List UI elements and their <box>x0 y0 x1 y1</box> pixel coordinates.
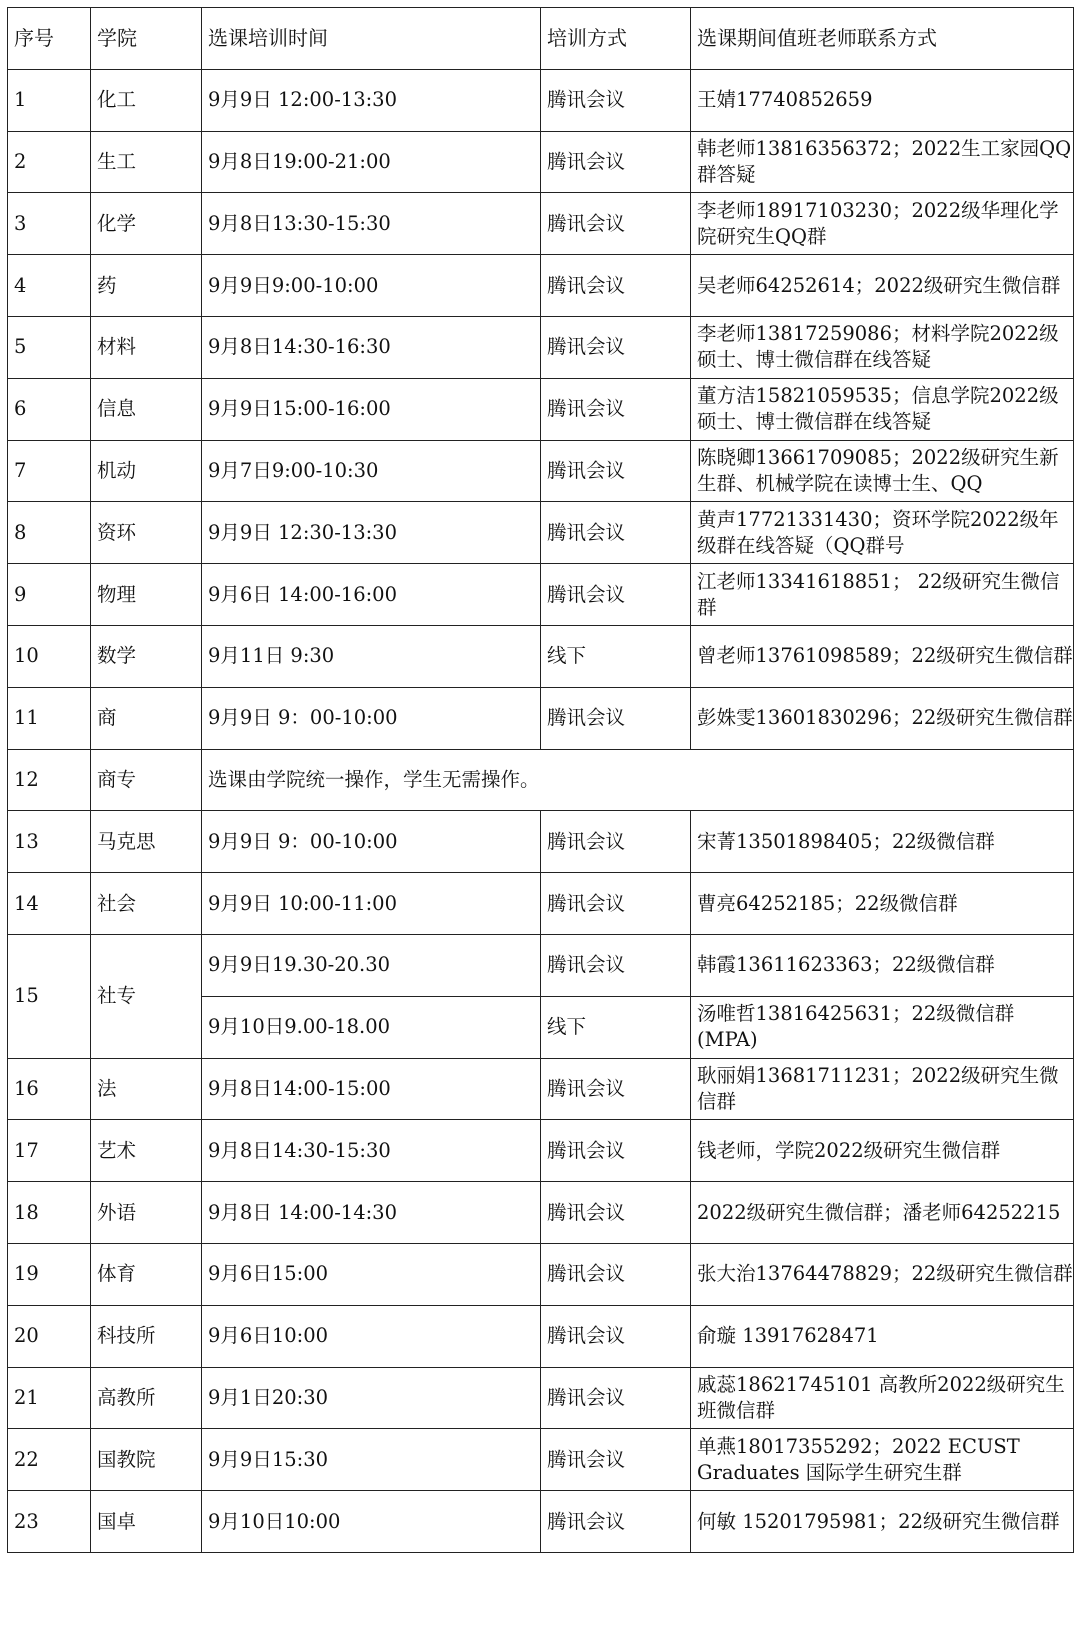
college-cell: 生工 <box>91 131 202 193</box>
table-row <box>8 1243 1074 1305</box>
time-cell: 9月9日15:30 <box>202 1429 541 1491</box>
contact-cell <box>691 1367 1074 1429</box>
contact-text: 李老师13817259086；材料学院2022级硕士、博士微信群在线答疑 <box>697 322 1059 372</box>
college-cell: 艺术 <box>91 1120 202 1182</box>
row-number-cell: 17 <box>8 1120 91 1182</box>
row-number-cell: 1 <box>8 69 91 131</box>
mode-cell: 线下 <box>541 625 691 687</box>
row-number-cell: 4 <box>8 255 91 317</box>
contact-text: 江老师13341618851； 22级研究生微信群 <box>697 569 1060 619</box>
college-cell: 科技所 <box>91 1305 202 1367</box>
contact-cell <box>691 625 1074 687</box>
table-row <box>8 316 1074 378</box>
contact-cell <box>691 1243 1074 1305</box>
mode-cell: 腾讯会议 <box>541 1305 691 1367</box>
time-cell: 9月9日 10:00-11:00 <box>202 873 541 935</box>
mode-cell: 腾讯会议 <box>541 255 691 317</box>
mode-cell: 腾讯会议 <box>541 564 691 626</box>
time-cell: 9月8日14:00-15:00 <box>202 1058 541 1120</box>
college-cell: 法 <box>91 1058 202 1120</box>
contact-cell <box>691 440 1074 502</box>
header-cell-college: 学院 <box>91 8 202 70</box>
mode-cell: 腾讯会议 <box>541 1058 691 1120</box>
table-row <box>8 811 1074 873</box>
header-cell-contact: 选课期间值班老师联系方式 <box>691 8 1074 70</box>
table-row <box>8 69 1074 131</box>
time-cell: 9月8日13:30-15:30 <box>202 193 541 255</box>
table-row <box>8 564 1074 626</box>
header-row <box>8 8 1074 70</box>
header-cell-no: 序号 <box>8 8 91 70</box>
college-cell: 马克思 <box>91 811 202 873</box>
row-number-cell: 12 <box>8 749 91 811</box>
table-row <box>8 1429 1074 1491</box>
contact-cell <box>691 1120 1074 1182</box>
contact-cell <box>691 1058 1074 1120</box>
mode-cell: 腾讯会议 <box>541 378 691 440</box>
table-body <box>8 8 1074 1553</box>
contact-text: 彭姝雯13601830296；22级研究生微信群 <box>697 706 1073 730</box>
contact-text: 曹亮64252185；22级微信群 <box>697 891 958 915</box>
row-number-cell: 14 <box>8 873 91 935</box>
contact-cell <box>691 1429 1074 1491</box>
row-number-cell: 23 <box>8 1491 91 1553</box>
row-number-cell: 21 <box>8 1367 91 1429</box>
contact-text: 吴老师64252614；2022级研究生微信群 <box>697 273 1061 297</box>
contact-text: 陈晓卿13661709085；2022级研究生新生群、机械学院在读博士生、QQ <box>697 445 1059 495</box>
time-cell: 9月10日9.00-18.00 <box>202 996 541 1058</box>
college-cell: 药 <box>91 255 202 317</box>
college-cell: 社会 <box>91 873 202 935</box>
time-cell: 9月7日9:00-10:30 <box>202 440 541 502</box>
time-cell: 9月8日14:30-15:30 <box>202 1120 541 1182</box>
college-cell: 国教院 <box>91 1429 202 1491</box>
mode-cell: 腾讯会议 <box>541 811 691 873</box>
row-number-cell: 8 <box>8 502 91 564</box>
row-number-cell: 11 <box>8 687 91 749</box>
time-cell: 9月9日19.30-20.30 <box>202 934 541 996</box>
college-cell: 物理 <box>91 564 202 626</box>
row-number-cell: 5 <box>8 316 91 378</box>
mode-cell: 腾讯会议 <box>541 131 691 193</box>
row-number-cell: 16 <box>8 1058 91 1120</box>
row-number-cell: 20 <box>8 1305 91 1367</box>
note-cell: 选课由学院统一操作，学生无需操作。 <box>202 749 1074 811</box>
college-cell: 资环 <box>91 502 202 564</box>
table-row <box>8 749 1074 811</box>
table-row <box>8 1120 1074 1182</box>
contact-text: 韩霞13611623363；22级微信群 <box>697 953 995 977</box>
time-cell: 9月10日10:00 <box>202 1491 541 1553</box>
time-cell: 9月11日 9:30 <box>202 625 541 687</box>
contact-text: 俞璇 13917628471 <box>697 1324 879 1348</box>
mode-cell: 腾讯会议 <box>541 687 691 749</box>
row-number-cell: 2 <box>8 131 91 193</box>
table-row <box>8 255 1074 317</box>
college-cell: 高教所 <box>91 1367 202 1429</box>
mode-cell: 腾讯会议 <box>541 1243 691 1305</box>
table-row <box>8 1367 1074 1429</box>
row-number-cell: 3 <box>8 193 91 255</box>
row-number-cell: 18 <box>8 1182 91 1244</box>
table-row <box>8 1182 1074 1244</box>
mode-cell: 腾讯会议 <box>541 934 691 996</box>
college-cell: 社专 <box>91 934 202 1058</box>
row-number-cell: 7 <box>8 440 91 502</box>
table-row <box>8 131 1074 193</box>
contact-cell <box>691 69 1074 131</box>
row-number-cell: 10 <box>8 625 91 687</box>
mode-cell: 腾讯会议 <box>541 440 691 502</box>
time-cell: 9月9日 9：00-10:00 <box>202 811 541 873</box>
college-cell: 体育 <box>91 1243 202 1305</box>
mode-cell: 腾讯会议 <box>541 316 691 378</box>
table-row <box>8 625 1074 687</box>
time-cell: 9月9日 9：00-10:00 <box>202 687 541 749</box>
table-row <box>8 1305 1074 1367</box>
contact-text: 董方洁15821059535；信息学院2022级硕士、博士微信群在线答疑 <box>697 384 1059 434</box>
table-row <box>8 502 1074 564</box>
time-cell: 9月9日 12:00-13:30 <box>202 69 541 131</box>
contact-text: 单燕18017355292；2022 ECUST Graduates 国际学生研究生群 <box>697 1434 1020 1484</box>
college-cell: 机动 <box>91 440 202 502</box>
table-row <box>8 1491 1074 1553</box>
college-cell: 国卓 <box>91 1491 202 1553</box>
contact-cell <box>691 564 1074 626</box>
contact-cell <box>691 193 1074 255</box>
table-row <box>8 687 1074 749</box>
table-row <box>8 873 1074 935</box>
contact-cell <box>691 1182 1074 1244</box>
contact-text: 戚蕊18621745101 高教所2022级研究生班微信群 <box>697 1372 1065 1422</box>
time-cell: 9月9日9:00-10:00 <box>202 255 541 317</box>
college-cell: 商 <box>91 687 202 749</box>
contact-text: 钱老师，学院2022级研究生微信群 <box>697 1138 1001 1162</box>
table-row <box>8 440 1074 502</box>
time-cell: 9月6日15:00 <box>202 1243 541 1305</box>
contact-text: 王婧17740852659 <box>697 88 873 112</box>
header-cell-time: 选课培训时间 <box>202 8 541 70</box>
college-cell: 材料 <box>91 316 202 378</box>
time-cell: 9月6日 14:00-16:00 <box>202 564 541 626</box>
contact-text: 张大治13764478829；22级研究生微信群 <box>697 1262 1073 1286</box>
table-row <box>8 193 1074 255</box>
contact-cell <box>691 1491 1074 1553</box>
contact-cell <box>691 1305 1074 1367</box>
time-cell: 9月6日10:00 <box>202 1305 541 1367</box>
course-selection-table <box>7 7 1074 1553</box>
college-cell: 商专 <box>91 749 202 811</box>
table-row <box>8 378 1074 440</box>
table-row <box>8 934 1074 996</box>
contact-text: 2022级研究生微信群；潘老师64252215 <box>697 1200 1061 1224</box>
mode-cell: 腾讯会议 <box>541 1182 691 1244</box>
contact-text: 宋菁13501898405；22级微信群 <box>697 829 995 853</box>
time-cell: 9月9日 12:30-13:30 <box>202 502 541 564</box>
contact-cell <box>691 316 1074 378</box>
contact-cell <box>691 378 1074 440</box>
mode-cell: 线下 <box>541 996 691 1058</box>
table-row <box>8 1058 1074 1120</box>
contact-text: 曾老师13761098589；22级研究生微信群 <box>697 644 1073 668</box>
mode-cell: 腾讯会议 <box>541 873 691 935</box>
mode-cell: 腾讯会议 <box>541 1120 691 1182</box>
row-number-cell: 9 <box>8 564 91 626</box>
mode-cell: 腾讯会议 <box>541 193 691 255</box>
mode-cell: 腾讯会议 <box>541 1429 691 1491</box>
contact-cell <box>691 873 1074 935</box>
mode-cell: 腾讯会议 <box>541 1367 691 1429</box>
time-cell: 9月8日14:30-16:30 <box>202 316 541 378</box>
contact-cell <box>691 811 1074 873</box>
row-number-cell: 19 <box>8 1243 91 1305</box>
mode-cell: 腾讯会议 <box>541 69 691 131</box>
contact-cell <box>691 934 1074 996</box>
row-number-cell: 6 <box>8 378 91 440</box>
time-cell: 9月1日20:30 <box>202 1367 541 1429</box>
row-number-cell: 15 <box>8 934 91 1058</box>
college-cell: 信息 <box>91 378 202 440</box>
college-cell: 化工 <box>91 69 202 131</box>
time-cell: 9月8日 14:00-14:30 <box>202 1182 541 1244</box>
college-cell: 化学 <box>91 193 202 255</box>
row-number-cell: 22 <box>8 1429 91 1491</box>
header-cell-mode: 培训方式 <box>541 8 691 70</box>
mode-cell: 腾讯会议 <box>541 1491 691 1553</box>
college-cell: 外语 <box>91 1182 202 1244</box>
contact-text: 李老师18917103230；2022级华理化学院研究生QQ群 <box>697 198 1059 248</box>
contact-text: 黄声17721331430；资环学院2022级年级群在线答疑（QQ群号 <box>697 507 1059 557</box>
contact-cell <box>691 687 1074 749</box>
mode-cell: 腾讯会议 <box>541 502 691 564</box>
time-cell: 9月8日19:00-21:00 <box>202 131 541 193</box>
contact-cell <box>691 131 1074 193</box>
contact-cell <box>691 996 1074 1058</box>
time-cell: 9月9日15:00-16:00 <box>202 378 541 440</box>
contact-text: 何敏 15201795981；22级研究生微信群 <box>697 1509 1060 1533</box>
contact-text: 韩老师13816356372；2022生工家园QQ群答疑 <box>697 136 1072 186</box>
contact-cell <box>691 255 1074 317</box>
contact-cell <box>691 502 1074 564</box>
contact-text: 耿丽娟13681711231；2022级研究生微信群 <box>697 1063 1059 1113</box>
college-cell: 数学 <box>91 625 202 687</box>
row-number-cell: 13 <box>8 811 91 873</box>
contact-text: 汤唯哲13816425631；22级微信群(MPA) <box>697 1002 1015 1052</box>
